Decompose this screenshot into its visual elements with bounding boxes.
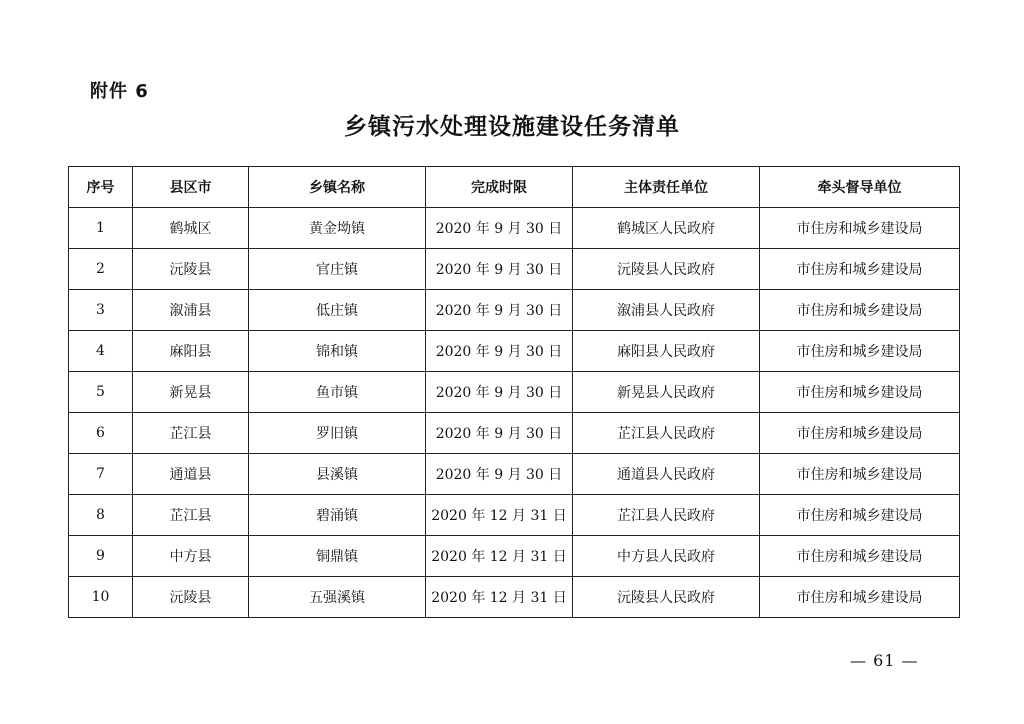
cell-deadline: 2020 年 9 月 30 日 <box>426 249 573 290</box>
cell-supervising-unit: 市住房和城乡建设局 <box>760 249 960 290</box>
cell-index: 2 <box>69 249 133 290</box>
table-row <box>69 577 960 618</box>
cell-supervising-unit: 市住房和城乡建设局 <box>760 495 960 536</box>
cell-deadline: 2020 年 9 月 30 日 <box>426 208 573 249</box>
cell-supervising-unit: 市住房和城乡建设局 <box>760 577 960 618</box>
cell-town: 五强溪镇 <box>249 577 426 618</box>
header-responsible-unit: 主体责任单位 <box>573 167 760 208</box>
cell-index: 8 <box>69 495 133 536</box>
cell-deadline: 2020 年 9 月 30 日 <box>426 372 573 413</box>
header-town: 乡镇名称 <box>249 167 426 208</box>
cell-index: 3 <box>69 290 133 331</box>
cell-supervising-unit: 市住房和城乡建设局 <box>760 290 960 331</box>
cell-responsible-unit: 中方县人民政府 <box>573 536 760 577</box>
task-table <box>68 166 960 618</box>
document-title: 乡镇污水处理设施建设任务清单 <box>344 114 680 140</box>
header-county: 县区市 <box>133 167 249 208</box>
cell-responsible-unit: 芷江县人民政府 <box>573 413 760 454</box>
cell-index: 1 <box>69 208 133 249</box>
cell-index: 5 <box>69 372 133 413</box>
cell-county: 沅陵县 <box>133 249 249 290</box>
cell-deadline: 2020 年 12 月 31 日 <box>426 536 573 577</box>
cell-county: 溆浦县 <box>133 290 249 331</box>
cell-supervising-unit: 市住房和城乡建设局 <box>760 536 960 577</box>
cell-town: 铜鼎镇 <box>249 536 426 577</box>
cell-town: 碧涌镇 <box>249 495 426 536</box>
table-row <box>69 331 960 372</box>
cell-county: 鹤城区 <box>133 208 249 249</box>
cell-county: 沅陵县 <box>133 577 249 618</box>
table-row <box>69 208 960 249</box>
cell-deadline: 2020 年 9 月 30 日 <box>426 290 573 331</box>
attachment-label: 附件 6 <box>90 81 149 102</box>
cell-town: 鱼市镇 <box>249 372 426 413</box>
cell-town: 锦和镇 <box>249 331 426 372</box>
cell-town: 黄金坳镇 <box>249 208 426 249</box>
cell-supervising-unit: 市住房和城乡建设局 <box>760 331 960 372</box>
cell-responsible-unit: 通道县人民政府 <box>573 454 760 495</box>
cell-deadline: 2020 年 9 月 30 日 <box>426 331 573 372</box>
cell-deadline: 2020 年 9 月 30 日 <box>426 413 573 454</box>
cell-supervising-unit: 市住房和城乡建设局 <box>760 413 960 454</box>
cell-responsible-unit: 新晃县人民政府 <box>573 372 760 413</box>
cell-county: 芷江县 <box>133 495 249 536</box>
table-row <box>69 372 960 413</box>
cell-county: 芷江县 <box>133 413 249 454</box>
table-row <box>69 536 960 577</box>
header-supervising-unit: 牵头督导单位 <box>760 167 960 208</box>
cell-responsible-unit: 沅陵县人民政府 <box>573 249 760 290</box>
cell-deadline: 2020 年 12 月 31 日 <box>426 495 573 536</box>
cell-responsible-unit: 沅陵县人民政府 <box>573 577 760 618</box>
cell-county: 通道县 <box>133 454 249 495</box>
cell-town: 罗旧镇 <box>249 413 426 454</box>
table-row <box>69 413 960 454</box>
cell-index: 7 <box>69 454 133 495</box>
header-index: 序号 <box>69 167 133 208</box>
cell-county: 新晃县 <box>133 372 249 413</box>
table-header-row <box>69 167 960 208</box>
cell-supervising-unit: 市住房和城乡建设局 <box>760 454 960 495</box>
cell-index: 9 <box>69 536 133 577</box>
cell-town: 官庄镇 <box>249 249 426 290</box>
table-row <box>69 249 960 290</box>
cell-index: 6 <box>69 413 133 454</box>
cell-deadline: 2020 年 9 月 30 日 <box>426 454 573 495</box>
header-deadline: 完成时限 <box>426 167 573 208</box>
cell-town: 县溪镇 <box>249 454 426 495</box>
cell-responsible-unit: 麻阳县人民政府 <box>573 331 760 372</box>
table-row <box>69 495 960 536</box>
cell-index: 4 <box>69 331 133 372</box>
cell-responsible-unit: 溆浦县人民政府 <box>573 290 760 331</box>
cell-county: 麻阳县 <box>133 331 249 372</box>
page-number: — 61 — <box>850 651 919 670</box>
cell-responsible-unit: 芷江县人民政府 <box>573 495 760 536</box>
cell-deadline: 2020 年 12 月 31 日 <box>426 577 573 618</box>
cell-supervising-unit: 市住房和城乡建设局 <box>760 372 960 413</box>
cell-town: 低庄镇 <box>249 290 426 331</box>
table-body <box>69 208 960 618</box>
cell-supervising-unit: 市住房和城乡建设局 <box>760 208 960 249</box>
cell-index: 10 <box>69 577 133 618</box>
table-row <box>69 290 960 331</box>
cell-county: 中方县 <box>133 536 249 577</box>
table-row <box>69 454 960 495</box>
cell-responsible-unit: 鹤城区人民政府 <box>573 208 760 249</box>
